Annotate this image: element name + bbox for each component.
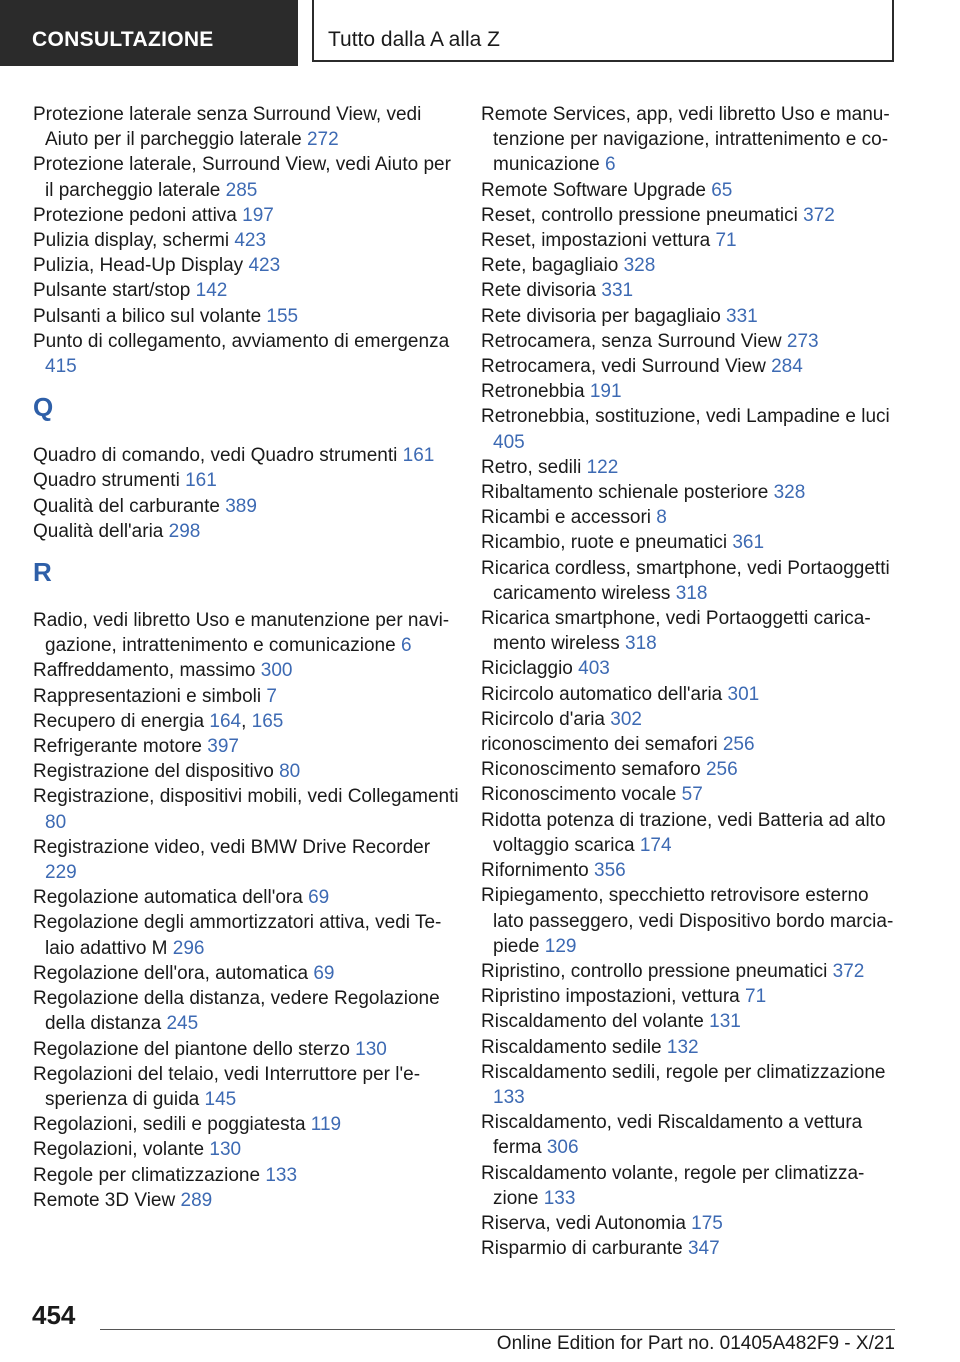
index-entry [33, 1062, 463, 1112]
index-column-right [481, 102, 901, 1261]
index-entry [481, 556, 901, 606]
index-entry [33, 304, 463, 329]
index-entry-text: Ripristino impostazioni, vettura [481, 986, 740, 1008]
index-entry [481, 858, 901, 883]
index-entry-text: Retrocamera, senza Surround View [481, 330, 782, 352]
index-entry [481, 480, 901, 505]
page-reference-link[interactable]: 133 [265, 1164, 298, 1186]
index-entry-text: Riscaldamento, vedi Riscaldamento a vettura ferma [481, 1112, 863, 1159]
page-reference-link[interactable]: 272 [306, 129, 339, 151]
page-reference-link[interactable]: 356 [594, 860, 626, 882]
index-column-left [33, 102, 463, 1213]
page-reference-link[interactable]: 318 [625, 633, 657, 655]
index-entry [481, 1035, 901, 1060]
index-entry [481, 379, 901, 404]
index-entry [481, 782, 901, 807]
index-entry [33, 1112, 463, 1137]
index-entry-text: Remote Services, app, vedi libretto Uso e manutenzione per navigazione, intrattenimento e comunicazione [481, 104, 890, 176]
chapter-title: Tutto dalla A alla Z [312, 0, 894, 62]
page-reference-link[interactable]: 145 [204, 1088, 237, 1110]
index-entry-text: Riscaldamento volante, regole per climatizzazione [481, 1162, 865, 1209]
page-reference-link[interactable]: 119 [310, 1114, 342, 1136]
index-entry: Recupero di energia 164, 165 [33, 710, 284, 732]
index-entry [33, 443, 463, 468]
page-reference-link[interactable]: 80 [279, 761, 301, 783]
index-entry [33, 228, 463, 253]
index-entry-text: Ripiegamento, specchietto retrovisore esterno lato passeggero, vedi Dispositivo bordo marciapiede [481, 885, 894, 957]
index-entry-text: Riconoscimento semaforo [481, 759, 701, 781]
page-reference-link[interactable]: 71 [745, 986, 767, 1008]
index-entry-text: Recupero di energia [33, 710, 205, 732]
page-reference-link[interactable]: 328 [623, 255, 656, 277]
index-entry-text: Reset, impostazioni vettura [481, 230, 711, 252]
page-reference-link[interactable]: 285 [225, 179, 258, 201]
index-entry [33, 986, 463, 1036]
index-entry [481, 102, 901, 178]
index-entry [481, 883, 901, 959]
page-reference-link[interactable]: 8 [656, 507, 667, 529]
page-reference-link[interactable]: 403 [578, 658, 610, 680]
index-entry [33, 885, 463, 910]
index-entry-text: Refrigerante motore [33, 736, 202, 758]
page-reference-link[interactable]: 164 [209, 710, 242, 732]
page-reference-link[interactable]: 245 [166, 1013, 199, 1035]
index-entry-text: Pulsante start/stop [33, 280, 191, 302]
index-entry-text: Remote 3D View [33, 1189, 176, 1211]
index-entry-text: Retro, sedili [481, 456, 582, 478]
index-entry [481, 1161, 901, 1211]
page-reference-link[interactable]: 71 [715, 230, 737, 252]
index-entry [481, 808, 901, 858]
index-entry [33, 519, 463, 544]
page-reference-link[interactable]: 361 [732, 532, 765, 554]
page-reference-link[interactable]: 133 [543, 1187, 576, 1209]
index-entry-text: Regolazioni del telaio, vedi Interruttore per l'esperienza di guida [33, 1063, 421, 1110]
index-entry [33, 1188, 463, 1213]
page-reference-link[interactable]: 122 [586, 456, 619, 478]
page-reference-link[interactable]: 174 [639, 834, 672, 856]
index-entry-text: Radio, vedi libretto Uso e manutenzione per navigazione, intrattenimento e comunicazione [33, 610, 450, 657]
index-entry [481, 455, 901, 480]
page-reference-link[interactable]: 318 [675, 582, 708, 604]
index-entry-text: Pulizia, Head-Up Display [33, 255, 244, 277]
index-entry-text: Ricambi e accessori [481, 507, 651, 529]
index-entry-text: riconoscimento dei semafori [481, 734, 718, 756]
index-entry-text: Protezione laterale, Surround View, vedi Aiuto per il parcheggio laterale [33, 154, 451, 201]
page-reference-link[interactable]: 300 [260, 660, 293, 682]
index-entry-text: Regole per climatizzazione [33, 1164, 261, 1186]
index-entry [481, 1236, 901, 1261]
index-entry [481, 1009, 901, 1034]
page-reference-link[interactable]: 284 [771, 356, 803, 378]
index-entry [481, 354, 901, 379]
index-entry-text: Quadro di comando, vedi Quadro strumenti [33, 445, 398, 467]
index-entry [481, 404, 901, 454]
index-entry [33, 684, 463, 709]
index-entry [481, 329, 901, 354]
index-entry [33, 329, 463, 379]
section-tab: CONSULTAZIONE [0, 0, 298, 66]
index-entry [33, 102, 463, 152]
page-reference-link[interactable]: 256 [705, 759, 738, 781]
index-entry-text: Retrocamera, vedi Surround View [481, 356, 766, 378]
index-entry [481, 304, 901, 329]
index-entry [481, 278, 901, 303]
index-entry [33, 784, 463, 834]
index-entry [33, 608, 463, 658]
page-reference-link[interactable]: 347 [687, 1238, 720, 1260]
page-reference-link[interactable]: 130 [209, 1139, 242, 1161]
index-entry-text: Riscaldamento sedile [481, 1036, 662, 1058]
page-reference-link[interactable]: 130 [355, 1038, 387, 1060]
page-reference-link[interactable]: 155 [266, 305, 299, 327]
page-reference-link[interactable]: 423 [234, 230, 267, 252]
index-entry [33, 203, 463, 228]
footer-edition: Online Edition for Part no. 01405A482F9 - X/21 [496, 1333, 895, 1354]
index-entry [33, 278, 463, 303]
index-entry-text: Registrazione, dispositivi mobili, vedi Collegamenti [33, 786, 459, 808]
index-entry-text: Regolazione del piantone dello sterzo [33, 1038, 350, 1060]
index-letter-heading: Q [33, 392, 54, 423]
index-entry [481, 732, 901, 757]
index-entry-text: Reset, controllo pressione pneumatici [481, 204, 798, 226]
index-entry-text: Remote Software Upgrade [481, 179, 706, 201]
index-entry-text: Protezione pedoni attiva [33, 204, 237, 226]
page-header [0, 0, 960, 66]
page-reference-link[interactable]: 405 [493, 431, 525, 453]
page-reference-link[interactable]: 229 [45, 862, 77, 884]
index-entry [33, 1163, 463, 1188]
page-reference-link[interactable]: 372 [832, 960, 865, 982]
index-entry-text: Regolazioni, volante [33, 1139, 205, 1161]
index-entry-text: Rete divisoria [481, 280, 597, 302]
page-reference-link[interactable]: 423 [248, 255, 281, 277]
page-reference-link[interactable]: 132 [666, 1036, 699, 1058]
index-entry-text: Rappresentazioni e simboli [33, 685, 262, 707]
index-entry-text: Ricambio, ruote e pneumatici [481, 532, 728, 554]
page-reference-link[interactable]: 161 [402, 445, 435, 467]
index-entry-text: Pulizia display, schermi [33, 230, 230, 252]
index-entry [33, 152, 463, 202]
page-reference-link[interactable]: 389 [225, 495, 257, 517]
index-entry [33, 835, 463, 885]
page-number: 454 [32, 1300, 76, 1330]
page-reference-link[interactable]: 397 [207, 736, 239, 758]
page-reference-link[interactable]: 57 [681, 784, 703, 806]
index-entry-text: Regolazioni, sedili e poggiatesta [33, 1114, 306, 1136]
index-entry [481, 757, 901, 782]
index-entry-text: Ridotta potenza di trazione, vedi Batteria ad alto voltaggio scarica [481, 809, 886, 856]
index-entry-text: Ricarica cordless, smartphone, vedi Portaoggetti caricamento wireless [481, 557, 890, 604]
index-entry [33, 253, 463, 278]
page-reference-link[interactable]: 331 [726, 305, 758, 327]
index-entry [481, 178, 901, 203]
index-entry [481, 253, 901, 278]
index-entry-text: Riscaldamento del volante [481, 1011, 704, 1033]
page-reference-link[interactable]: 69 [308, 887, 330, 909]
page-reference-link[interactable]: 328 [773, 482, 806, 504]
index-entry [481, 682, 901, 707]
index-entry-text: Raffreddamento, massimo [33, 660, 256, 682]
index-entry [33, 1137, 463, 1162]
index-entry [33, 961, 463, 986]
index-entry-text: Regolazione automatica dell'ora [33, 887, 303, 909]
page-reference-link[interactable]: 165 [251, 710, 284, 732]
index-entry [33, 658, 463, 683]
index-entry [481, 984, 901, 1009]
page-reference-link[interactable]: 302 [610, 708, 642, 730]
page-reference-link[interactable]: 6 [604, 154, 616, 176]
index-entry [481, 1211, 901, 1236]
page-reference-link[interactable]: 289 [180, 1189, 213, 1211]
index-entry [481, 505, 901, 530]
index-entry [33, 734, 463, 759]
index-entry [33, 468, 463, 493]
index-entry [481, 656, 901, 681]
page-reference-link[interactable]: 6 [400, 635, 412, 657]
index-entry-text: Quadro strumenti [33, 470, 180, 492]
index-entry-text: Registrazione del dispositivo [33, 761, 274, 783]
index-entry-text: Rete divisoria per bagagliaio [481, 305, 721, 327]
index-entry-text: Registrazione video, vedi BMW Drive Recorder [33, 836, 431, 858]
page-reference-link[interactable]: 372 [803, 204, 835, 226]
page-reference-link[interactable]: 273 [786, 330, 819, 352]
index-entry-text: Qualità dell'aria [33, 520, 164, 542]
index-entry-text: Rifornimento [481, 860, 589, 882]
index-entry-text: Riserva, vedi Autonomia [481, 1212, 686, 1234]
index-entry-text: Pulsanti a bilico sul volante [33, 305, 262, 327]
index-entry-text: Punto di collegamento, avviamento di emergenza [33, 330, 450, 352]
index-entry [33, 1037, 463, 1062]
page-reference-link[interactable]: 331 [601, 280, 634, 302]
index-entry [481, 606, 901, 656]
index-entry-text: Qualità del carburante [33, 495, 220, 517]
index-letter-heading: R [33, 557, 52, 588]
page-reference-link[interactable]: 161 [185, 470, 217, 492]
index-entry-text: Ricircolo automatico dell'aria [481, 683, 723, 705]
index-entry [481, 530, 901, 555]
index-entry-text: Retronebbia [481, 381, 585, 403]
index-entry-text: Rete, bagagliaio [481, 255, 619, 277]
index-entry [33, 910, 463, 960]
index-entry-text: Retronebbia, sostituzione, vedi Lampadine e luci [481, 406, 890, 428]
index-entry-text: Ricircolo d'aria [481, 708, 606, 730]
page-reference-link[interactable]: 129 [544, 935, 577, 957]
index-entry-text: Risparmio di carburante [481, 1238, 683, 1260]
index-entry [481, 1110, 901, 1160]
page-reference-link[interactable]: 7 [266, 685, 277, 707]
index-entry-text: Regolazione dell'ora, automatica [33, 962, 309, 984]
index-entry-text: Ribaltamento schienale posteriore [481, 482, 769, 504]
page-reference-link[interactable]: 296 [172, 937, 205, 959]
index-entry [33, 494, 463, 519]
index-entry-text: Protezione laterale senza Surround View, vedi Aiuto per il parcheggio laterale [33, 104, 422, 151]
page-reference-link[interactable]: 301 [727, 683, 760, 705]
index-entry-text: Riconoscimento vocale [481, 784, 677, 806]
index-entry [481, 1060, 901, 1110]
page-reference-link[interactable]: 142 [195, 280, 228, 302]
page-reference-link[interactable]: 306 [546, 1137, 579, 1159]
page-reference-link[interactable]: 65 [711, 179, 733, 201]
index-entry-text: Regolazione degli ammortizzatori attiva, vedi Telaio adattivo M [33, 912, 442, 959]
index-entry-text: Ricarica smartphone, vedi Portaoggetti caricamento wireless [481, 608, 871, 655]
page-reference-link[interactable]: 256 [722, 734, 755, 756]
index-entry-text: Riscaldamento sedili, regole per climatizzazione [481, 1061, 886, 1083]
page-reference-link[interactable]: 69 [313, 962, 335, 984]
page-reference-link[interactable]: 197 [242, 204, 274, 226]
index-entry-text: Ripristino, controllo pressione pneumatici [481, 960, 828, 982]
page-reference-link[interactable]: 80 [45, 811, 67, 833]
page-reference-link[interactable]: 191 [589, 381, 622, 403]
index-entry-text: Riciclaggio [481, 658, 573, 680]
footer-divider [100, 1329, 895, 1330]
index-entry [481, 959, 901, 984]
page-reference-link[interactable]: 133 [493, 1086, 525, 1108]
page-reference-link[interactable]: 298 [168, 520, 201, 542]
page-reference-link[interactable]: 175 [691, 1212, 723, 1234]
page-reference-link[interactable]: 131 [709, 1011, 741, 1033]
page-reference-link[interactable]: 415 [45, 356, 77, 378]
index-entry [481, 203, 901, 228]
index-entry [33, 759, 463, 784]
index-entry [481, 707, 901, 732]
index-entry [481, 228, 901, 253]
index-entry-text: Regolazione della distanza, vedere Regolazione della distanza [33, 988, 440, 1035]
